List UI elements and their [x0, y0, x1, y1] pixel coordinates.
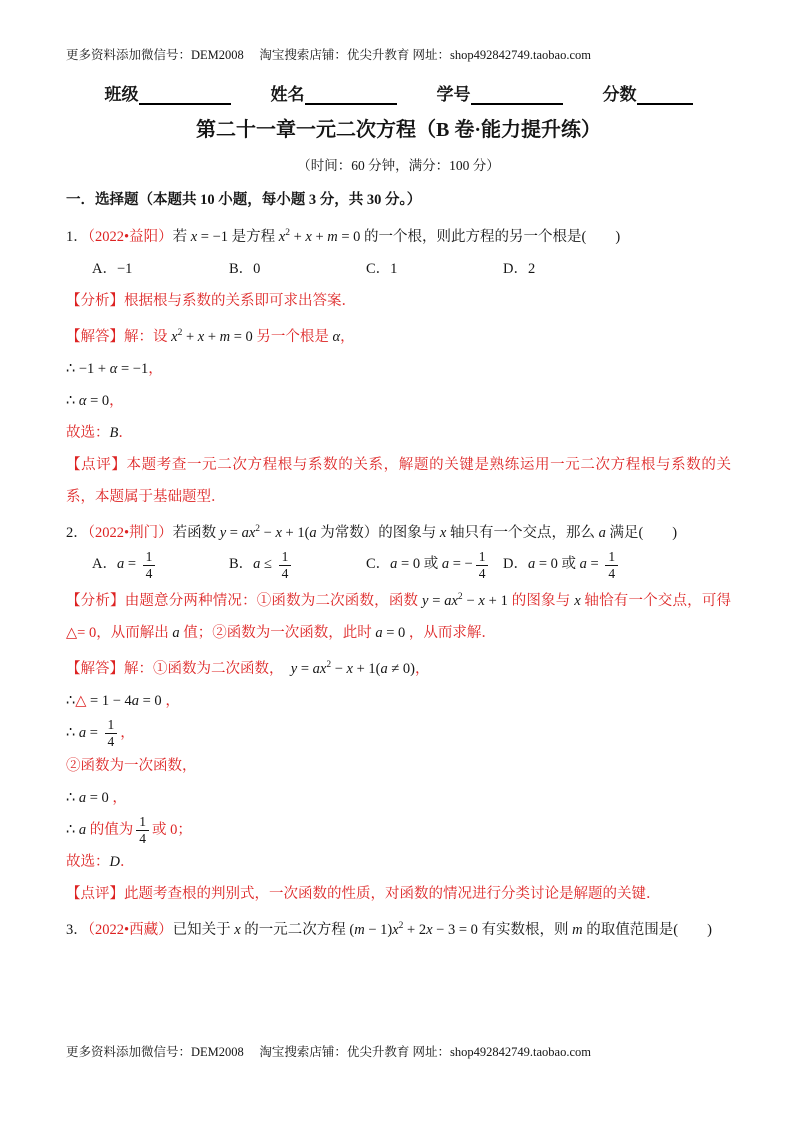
question-3-stem: 3．（2022•西藏）已知关于 x 的一元二次方程 $(m - 1)x^2 + 2x - 3 = 0$ 有实数根，则 m 的取值范围是( ) — [66, 921, 712, 939]
question-1-comment: 【点评】本题考查一元二次方程根与系数的关系，解题的关键是熟练运用一元二次方程根与系数的关系，本题属于基础题型． — [66, 456, 731, 505]
fillin-blank-class — [139, 85, 231, 105]
option-b: B．a ≤ $\frac{1}{4}$ — [229, 548, 366, 581]
fillin-label-student-id: 学号 — [436, 85, 471, 104]
fillin-label-class: 班级 — [104, 85, 139, 104]
fillin-item-class — [105, 80, 231, 105]
option-d: D．2 — [503, 260, 536, 277]
option-d: D．a = 0 或 a = $\frac{1}{4}$ — [503, 548, 621, 581]
section-heading: 一．选择题（本题共 10 小题，每小题 3 分，共 30 分。） — [66, 192, 422, 208]
question-1-options-row — [66, 253, 731, 285]
fillin-item-score — [603, 80, 693, 105]
option-a: A．−1 — [92, 260, 133, 277]
question-1-analysis: 【分析】根据根与系数的关系即可求出答案． — [66, 292, 356, 309]
question-2-step: ∴ a = 0 ， — [66, 789, 127, 806]
question-2-analysis: 【分析】由题意分两种情况：①函数为二次函数，函数 $y = ax^2 - x + 1$ 的图象与 x 轴恰有一个交点，可得△= 0，从而解出 a 值；②函数为一次函数，此时 a = 0 ，从而求解． — [66, 592, 731, 641]
fillin-row — [66, 80, 731, 105]
question-2-comment: 【点评】此题考查根的判别式，一次函数的性质，对函数的情况进行分类讨论是解题的关键． — [66, 886, 661, 903]
option-b: B．0 — [229, 260, 261, 277]
question-2-step: ②函数为一次函数， — [66, 757, 197, 774]
fillin-label-name: 姓名 — [270, 85, 305, 104]
question-1-step: ∴ −1 + α = −1， — [66, 360, 163, 377]
page-title: 第二十一章一元二次方程（B 卷·能力提升练） — [195, 119, 601, 141]
fillin-item-student-id — [437, 80, 563, 105]
option-c: C．1 — [366, 260, 398, 277]
question-2-step: ∴ a 的值为 $\frac{1}{4}$ 或 0； — [66, 814, 192, 846]
header-note: 更多资料添加微信号：DEM2008 淘宝搜索店铺：优尖升教育 网址：shop492842749.taobao.com — [66, 48, 591, 62]
question-1-solution: 【解答】解：设 $x^2 + x + m = 0$ 另一个根是 α， — [66, 327, 355, 345]
footer-note: 更多资料添加微信号：DEM2008 淘宝搜索店铺：优尖升教育 网址：shop492842749.taobao.com — [66, 1045, 591, 1059]
fillin-blank-name — [305, 85, 397, 105]
option-c: C．a = 0 或 a = − $\frac{1}{4}$ — [366, 548, 503, 581]
fillin-item-name — [271, 80, 397, 105]
question-1-stem: 1．（2022•益阳）若 x = −1 是方程 $x^2 + x + m = 0$ 的一个根，则此方程的另一个根是( ) — [66, 228, 621, 245]
fillin-label-score: 分数 — [602, 85, 637, 104]
question-2-step: ∴△ = 1 − 4a = 0 ， — [66, 692, 180, 709]
question-2-answer: 故选：D． — [66, 854, 135, 871]
question-1-step: ∴ α = 0， — [66, 392, 124, 409]
question-2-options-row — [66, 548, 731, 581]
question-2-step: ∴ a = $\frac{1}{4}$ ， — [66, 717, 135, 749]
option-a: A．a = $\frac{1}{4}$ — [92, 548, 229, 581]
question-2-stem: 2．（2022•荆门）若函数 $y = ax^2 - x + 1(a$ 为常数）的图象与 x 轴只有一个交点，那么 a 满足( ) — [66, 523, 678, 541]
question-2-solution: 【解答】解：①函数为二次函数， $y = ax^2 - x + 1(a \ne 0)$， — [66, 660, 430, 677]
page-subtitle: （时间：60 分钟，满分：100 分） — [297, 158, 500, 173]
fillin-blank-student-id — [471, 85, 563, 105]
question-1-answer: 故选：B． — [66, 424, 133, 441]
fillin-blank-score — [637, 85, 693, 105]
